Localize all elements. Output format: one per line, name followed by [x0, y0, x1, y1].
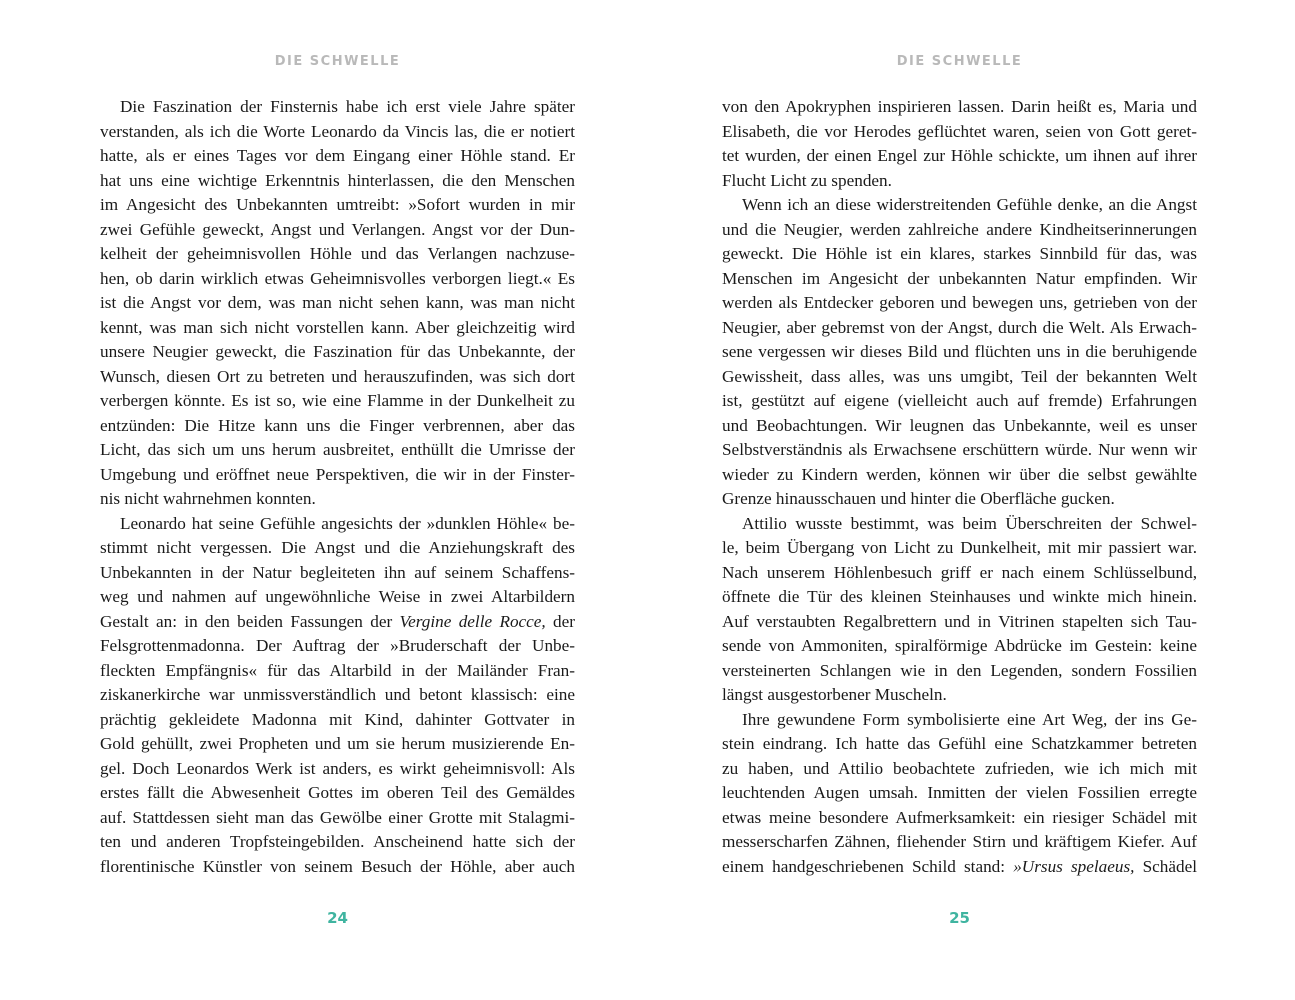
- text-line: Flucht Licht zu spenden.: [722, 170, 892, 190]
- text-line: ten und anderen Tropfsteingebilden. Anscheinend hatte sich der: [100, 832, 575, 851]
- body-text: [100, 95, 575, 879]
- text-line: erstes fällt die Abwesenheit Gottes im oberen Teil des Gemäldes: [100, 783, 575, 802]
- text-line: verbergen könnte. Es ist so, wie eine Flamme in der Dunkelheit zu: [100, 391, 575, 410]
- text-line: weg und nahmen auf ungewöhnliche Weise in zwei Altarbildern: [100, 587, 575, 606]
- text-line: ist die Angst vor dem, was man nicht sehen kann, was man nicht: [100, 293, 575, 312]
- text-line: öffnete die Tür des kleinen Steinhauses und winkte mich hinein.: [722, 587, 1197, 606]
- text-line: prächtig gekleidete Madonna mit Kind, dahinter Gottvater in: [100, 709, 575, 729]
- text-run: Schädel: [1134, 856, 1197, 876]
- text-line: Attilio wusste bestimmt, was beim Überschreiten der Schwel-: [742, 513, 1197, 533]
- text-line: leuchtenden Augen umsah. Inmitten der vielen Fossilien erregte: [722, 783, 1197, 802]
- running-head: DIE SCHWELLE: [274, 54, 401, 69]
- text-line: versteinerten Schlangen wie in den Legenden, sondern Fossilien: [722, 660, 1197, 680]
- running-head: DIE SCHWELLE: [896, 54, 1023, 69]
- text-line: Grenze hinausschauen und hinter die Oberfläche gucken.: [722, 489, 1115, 508]
- body-text: [722, 95, 1197, 879]
- text-line: [722, 855, 1197, 880]
- text-line: sende von Ammoniten, spiralförmige Abdrücke im Gestein: keine: [722, 636, 1197, 655]
- text-line: ziskanerkirche war unmissverständlich und betont klassisch: eine: [100, 685, 575, 704]
- text-line: stein eindrang. Ich hatte das Gefühl eine Schatzkammer betreten: [722, 734, 1197, 753]
- text-line: wieder zu Kindern werden, können wir über die selbst gewählte: [722, 464, 1197, 484]
- text-line: le, beim Übergang von Licht zu Dunkelheit, mit mir passiert war.: [722, 538, 1197, 557]
- text-line: Elisabeth, die vor Herodes geflüchtet waren, seien von Gott geret-: [722, 121, 1197, 141]
- text-line: [100, 610, 575, 635]
- text-line: längst ausgestorbener Muscheln.: [722, 685, 947, 704]
- text-line: Wenn ich an diese widerstreitenden Gefühle denke, an die Angst: [742, 195, 1197, 214]
- text-line: Ihre gewundene Form symbolisierte eine Art Weg, der ins Ge-: [742, 709, 1197, 729]
- text-line: kelheit der geheimnisvollen Höhle und das Verlangen nachzuse-: [100, 244, 575, 263]
- text-line: Selbstverständnis als Erwachsene erschüttern würde. Nur wenn wir: [722, 440, 1197, 459]
- text-line: Leonardo hat seine Gefühle angesichts der »dunklen Höhle« be-: [120, 513, 575, 533]
- text-line: unsere Neugier geweckt, die Faszination für das Unbekannte, der: [100, 342, 575, 361]
- text-line: tet wurden, der einen Engel zur Höhle schickte, um ihnen auf ihrer: [722, 146, 1197, 165]
- text-line: verstanden, als ich die Worte Leonardo da Vincis las, die er notiert: [100, 121, 575, 141]
- text-line: Licht, das sich um uns herum ausbreitet, enthüllt die Umrisse der: [100, 440, 575, 459]
- text-line: etwas meine besondere Aufmerksamkeit: ein riesiger Schädel mit: [722, 807, 1197, 827]
- text-line: florentinische Künstler von seinem Besuch der Höhle, aber auch: [100, 856, 575, 876]
- text-run: der: [545, 611, 575, 631]
- text-line: ist, gestützt auf eigene (vielleicht auch auf fremde) Erfahrungen: [722, 391, 1197, 410]
- text-line: auf. Stattdessen sieht man das Gewölbe einer Grotte mit Stalagmi-: [100, 807, 575, 827]
- page-number: 24: [327, 909, 348, 927]
- text-line: Felsgrottenmadonna. Der Auftrag der »Bruderschaft der Unbe-: [100, 636, 575, 655]
- text-line: und Beobachtungen. Wir leugnen das Unbekannte, weil es unser: [722, 415, 1197, 435]
- text-line: Die Faszination der Finsternis habe ich erst viele Jahre später: [120, 97, 575, 116]
- text-line: hatte, als er eines Tages vor dem Eingang einer Höhle stand. Er: [100, 146, 575, 165]
- text-line: zu haben, und Attilio beobachtete zufrieden, wie ich mich mit: [722, 758, 1197, 778]
- left-page: [100, 0, 575, 1000]
- text-line: hat uns eine wichtige Erkenntnis hinterlassen, die den Menschen: [100, 170, 575, 190]
- text-line: Gold gehüllt, zwei Propheten und um sie herum musizierende En-: [100, 734, 575, 753]
- italic-text: »Ursus spelaeus,: [1013, 856, 1135, 876]
- text-line: zwei Gefühle geweckt, Angst und Verlangen. Angst vor der Dun-: [100, 219, 575, 239]
- text-line: und die Neugier, werden zahlreiche andere Kindheitserinnerungen: [722, 219, 1197, 239]
- text-line: hen, ob darin wirklich etwas Geheimnisvolles verborgen liegt.« Es: [100, 268, 575, 288]
- text-line: Menschen im Angesicht der unbekannten Natur empfinden. Wir: [722, 268, 1197, 288]
- text-line: nis nicht wahrnehmen konnten.: [100, 489, 316, 508]
- text-line: Wunsch, diesen Ort zu betreten und herauszufinden, was sich dort: [100, 366, 575, 386]
- text-line: gel. Doch Leonardos Werk ist anders, es wirkt geheimnisvoll: Als: [100, 758, 575, 778]
- text-line: Auf verstaubten Regalbrettern und in Vitrinen stapelten sich Tau-: [722, 611, 1197, 631]
- text-line: geweckt. Die Höhle ist ein klares, starkes Sinnbild für das, was: [722, 244, 1197, 263]
- text-line: Gewissheit, dass alles, was uns umgibt, Teil der bekannten Welt: [722, 366, 1197, 386]
- page-number: 25: [949, 909, 970, 927]
- text-line: Neugier, aber gebremst von der Angst, durch die Welt. Als Erwach-: [722, 317, 1197, 337]
- text-line: messerscharfen Zähnen, fliehender Stirn und kräftigem Kiefer. Auf: [722, 832, 1197, 851]
- text-line: Nach unserem Höhlenbesuch griff er nach einem Schlüsselbund,: [722, 562, 1197, 582]
- text-run: einem handgeschriebenen Schild stand:: [722, 856, 1014, 876]
- text-run: Gestalt an: in den beiden Fassungen der: [100, 611, 400, 631]
- text-line: von den Apokryphen inspirieren lassen. Darin heißt es, Maria und: [722, 97, 1197, 116]
- text-line: stimmt nicht vergessen. Die Angst und die Anziehungskraft des: [100, 538, 575, 557]
- text-line: entzünden: Die Hitze kann uns die Finger verbrennen, aber das: [100, 415, 575, 435]
- text-line: kennt, was man sich nicht vorstellen kann. Aber gleichzeitig wird: [100, 317, 575, 337]
- text-line: Umgebung und eröffnet neue Perspektiven, die wir in der Finster-: [100, 464, 575, 484]
- text-line: werden als Entdecker geboren und bewegen uns, getrieben von der: [722, 293, 1197, 312]
- right-page: [722, 0, 1197, 1000]
- text-line: Unbekannten in der Natur begleiteten ihn auf seinem Schaffens-: [100, 562, 575, 582]
- text-line: fleckten Empfängnis« für das Altarbild in der Mailänder Fran-: [100, 660, 575, 680]
- italic-text: Vergine delle Rocce,: [399, 611, 546, 631]
- text-line: sene vergessen wir dieses Bild und flüchten uns in die beruhigende: [722, 342, 1197, 361]
- text-line: im Angesicht des Unbekannten umtreibt: »Sofort wurden in mir: [100, 195, 575, 214]
